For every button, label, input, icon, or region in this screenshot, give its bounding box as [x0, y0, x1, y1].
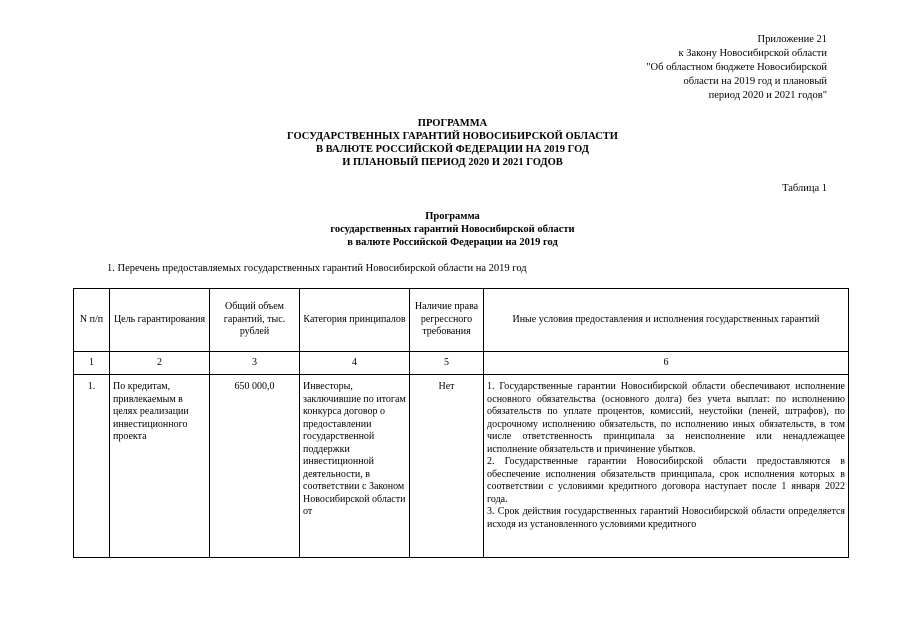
row-regress: Нет [410, 375, 484, 558]
row-conditions [484, 375, 849, 558]
header-amount: Общий объем гарантий, тыс. рублей [210, 289, 300, 352]
row-category: Инвесторы, заключившие по итогам конкурса договор о предоставлении государственной поддержки инвестиционной деятельности, в соответствии с Законом Новосибирской области от [300, 375, 410, 558]
subtitle-line: Программа [425, 211, 480, 222]
page-title [0, 117, 905, 169]
row-num: 1. [74, 375, 110, 558]
header-num: N п/п [74, 289, 110, 352]
subtitle-line: государственных гарантий Новосибирской области [330, 224, 575, 235]
title-line: ГОСУДАРСТВЕННЫХ ГАРАНТИЙ НОВОСИБИРСКОЙ ОБЛАСТИ [287, 131, 618, 142]
row-purpose: По кредитам, привлекаемым в целях реализации инвестиционного проекта [110, 375, 210, 558]
column-number: 5 [410, 352, 484, 375]
condition-paragraph: 1. Государственные гарантии Новосибирской области обеспечивают исполнение основного обязательства (основного долга) без учета выплат: по исполнению обязательств по уплате процентов, комиссий, неустойки (пеней, штрафов), по досрочному исполнению обязательств, по исполнению иных обязательств, в том числе ответственность принципала за неисполнение или ненадлежащее исполнение обязательств и причинение убытков. [487, 381, 845, 455]
header-purpose: Цель гарантирования [110, 289, 210, 352]
table-header-row [74, 289, 849, 352]
table-row [74, 375, 849, 558]
appendix-line: Приложение 21 [757, 34, 827, 45]
table-title [0, 210, 905, 249]
title-line: И ПЛАНОВЫЙ ПЕРИОД 2020 И 2021 ГОДОВ [342, 157, 563, 168]
header-category: Категория принципалов [300, 289, 410, 352]
guarantees-table [73, 288, 849, 558]
appendix-note [587, 33, 827, 103]
title-line: В ВАЛЮТЕ РОССИЙСКОЙ ФЕДЕРАЦИИ НА 2019 ГОД [316, 144, 589, 155]
row-amount: 650 000,0 [210, 375, 300, 558]
column-number: 6 [484, 352, 849, 375]
column-number: 3 [210, 352, 300, 375]
appendix-line: период 2020 и 2021 годов" [708, 90, 827, 101]
column-number: 2 [110, 352, 210, 375]
appendix-line: к Закону Новосибирской области [678, 48, 827, 59]
column-number: 1 [74, 352, 110, 375]
condition-paragraph: 2. Государственные гарантии Новосибирской области предоставляются в обеспечение исполнения обязательств принципала, срок исполнения которых в соответствии с условиями кредитного договора наступает после 1 января 2022 года. [487, 456, 845, 505]
header-conditions: Иные условия предоставления и исполнения государственных гарантий [484, 289, 849, 352]
subtitle-line: в валюте Российской Федерации на 2019 год [347, 237, 558, 248]
section-caption: 1. Перечень предоставляемых государственных гарантий Новосибирской области на 2019 год [107, 263, 527, 274]
column-number-row [74, 352, 849, 375]
condition-paragraph: 3. Срок действия государственных гарантий Новосибирской области определяется исходя из установленного условиями кредитного [487, 506, 845, 530]
column-number: 4 [300, 352, 410, 375]
title-line: ПРОГРАММА [417, 118, 488, 129]
appendix-line: области на 2019 год и плановый [683, 76, 827, 87]
table-label: Таблица 1 [782, 183, 827, 194]
header-regress: Наличие права регрессного требования [410, 289, 484, 352]
appendix-line: "Об областном бюджете Новосибирской [646, 62, 827, 73]
